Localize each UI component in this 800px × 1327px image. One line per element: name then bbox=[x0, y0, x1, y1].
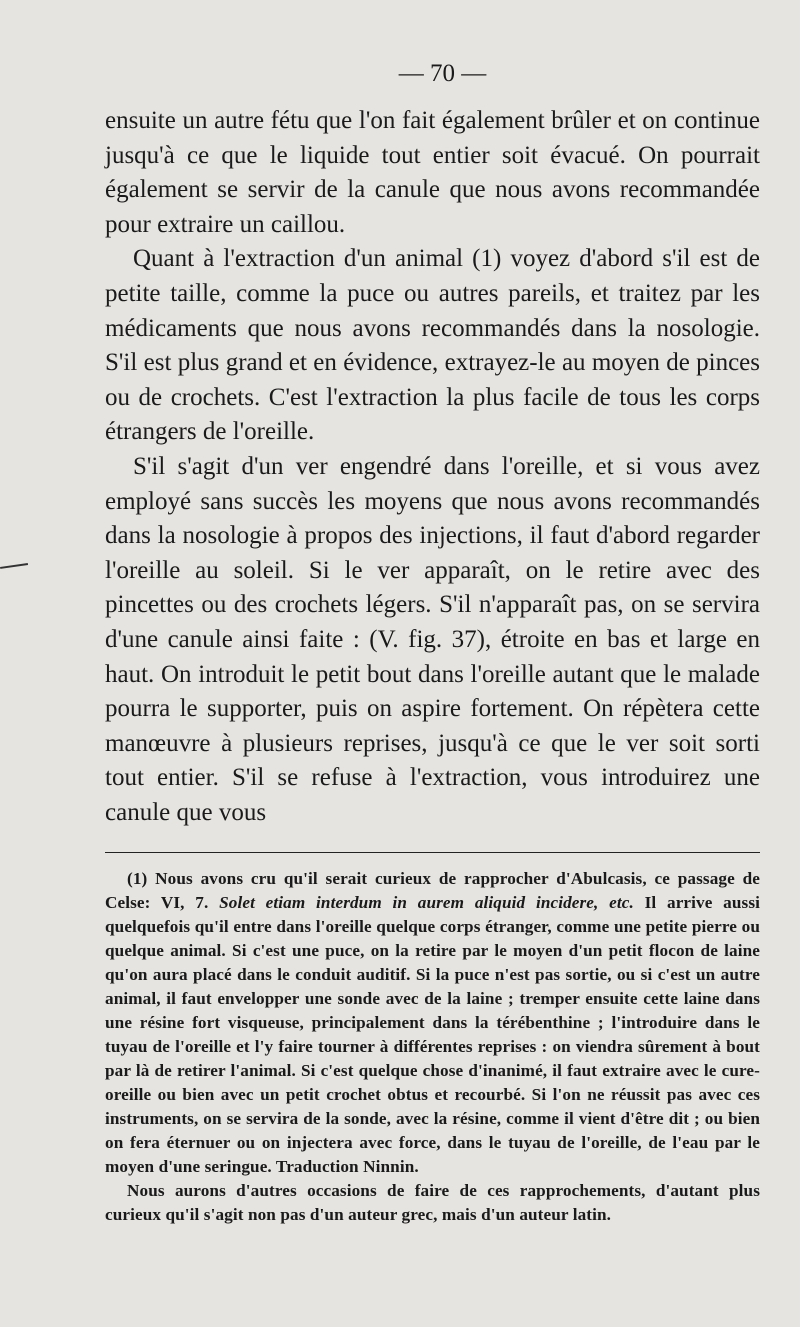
paragraph-3: S'il s'agit d'un ver engendré dans l'oreille, et si vous avez employé sans succès les moyens que nous avons recommandés dans la nosologie à propos des injections, il faut d'abord regarder l'oreille au soleil. Si le ver apparaît, on le retire avec des pincettes ou des crochets légers. S'il n'apparaît pas, on se servira d'une canule ainsi faite : (V. fig. 37), étroite en bas et large en haut. On introduit le petit bout dans l'oreille autant que le malade pourra le supporter, puis on aspire fortement. On répètera cette manœuvre à plusieurs reprises, jusqu'à ce que le ver soit sorti tout entier. S'il se refuse à l'extraction, vous introduirez une canule que vous bbox=[105, 452, 760, 826]
footnote-divider bbox=[105, 852, 760, 853]
footnote-1 bbox=[105, 867, 760, 1179]
main-text bbox=[105, 104, 760, 830]
paragraph-1: ensuite un autre fétu que l'on fait également brûler et on continue jusqu'à ce que le liquide tout entier soit évacué. On pourrait également se servir de la canule que nous avons recommandée pour extraire un caillou. bbox=[105, 107, 760, 238]
footnote-1-translation: Il arrive aussi quelquefois qu'il entre dans l'oreille quelque corps étranger, comme une petite pierre ou quelque animal. Si c'est une puce, on la retire par le moyen d'un petit flocon de laine qu'on aura placé dans le conduit auditif. Si la puce n'est pas sortie, ou si c'est un autre animal, il faut envelopper une sonde avec de la laine ; tremper ensuite cette laine dans une résine fort visqueuse, principalement dans la térébenthine ; l'introduire dans le tuyau de l'oreille et l'y faire tourner à différentes reprises : on viendra sûrement à bout par là de retirer l'animal. Si c'est quelque chose d'inanimé, il faut extraire avec le cure-oreille ou bien avec un petit crochet obtus et recourbé. Si l'on ne réussit pas avec ces instruments, on se servira de la sonde, avec la résine, comme il vient d'être dit ; ou bien on fera éternuer ou on injectera avec force, dans le tuyau de l'oreille, de l'eau par le moyen d'une seringue. Traduction Ninnin. bbox=[105, 893, 760, 1177]
margin-mark bbox=[0, 563, 28, 568]
footnote-2: Nous aurons d'autres occasions de faire de ces rapprochements, d'autant plus curieux qu'il s'agit non pas d'un auteur grec, mais d'un auteur latin. bbox=[105, 1181, 760, 1225]
footnotes bbox=[105, 867, 760, 1227]
page-number: — 70 — bbox=[398, 60, 487, 87]
footnote-1-intro: (1) Nous avons cru qu'il serait curieux de rapprocher d'Abulcasis, ce passage de Celse: VI, 7. bbox=[105, 869, 760, 913]
footnote-1-latin-quote: Solet etiam interdum in aurem aliquid incidere, etc. bbox=[219, 893, 634, 913]
paragraph-2: Quant à l'extraction d'un animal (1) voyez d'abord s'il est de petite taille, comme la puce ou autres pareils, et traitez par les médicaments que nous avons recommandés dans la nosologie. S'il est plus grand et en évidence, extrayez-le au moyen de pinces ou de crochets. C'est l'extraction la plus facile de tous les corps étrangers de l'oreille. bbox=[105, 245, 760, 446]
